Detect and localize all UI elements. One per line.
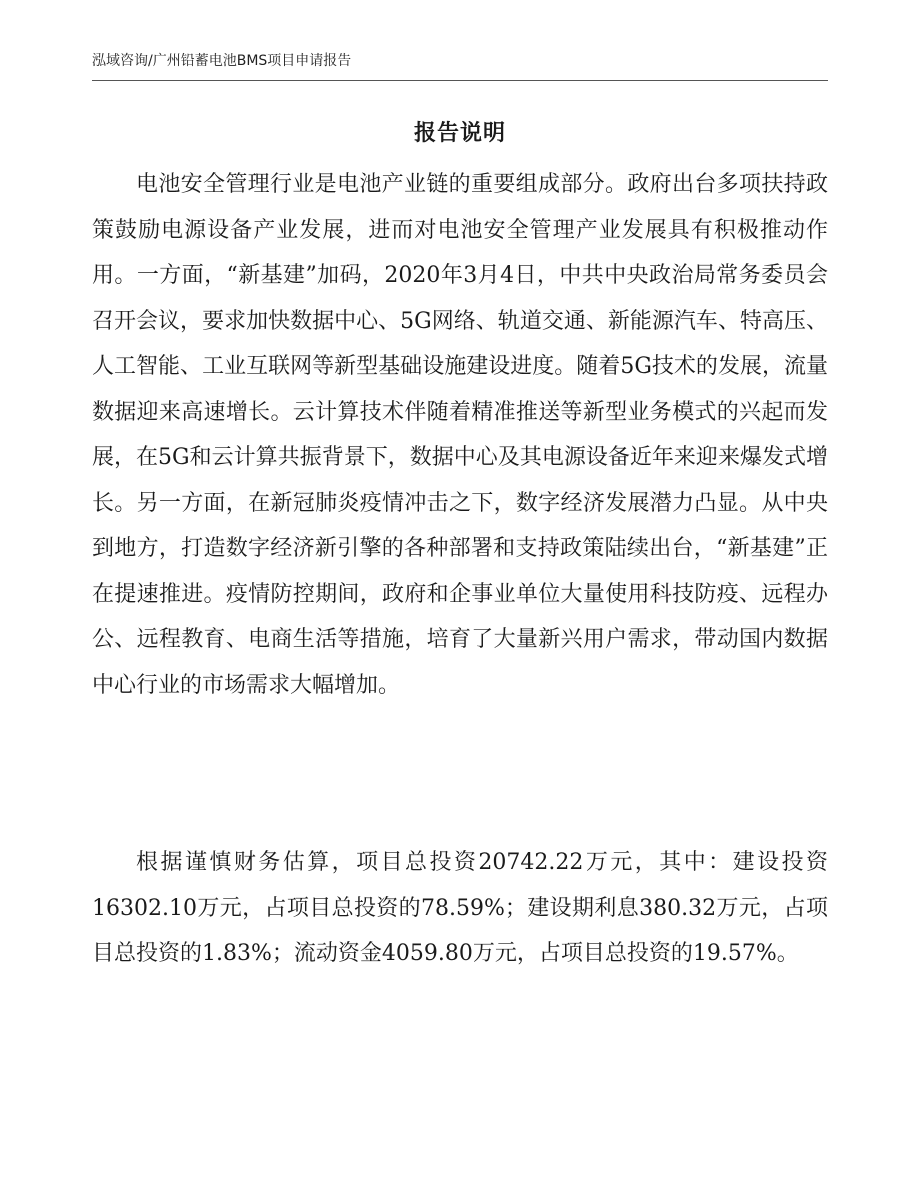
page-title: 报告说明: [413, 121, 506, 146]
paragraph-investment-estimate: 根据谨慎财务估算，项目总投资20742.22万元，其中：建设投资16302.10万元，占项目总投资的78.59%；建设期利息380.32万元，占项目总投资的1.83%；流动资金4059.80万元，占项目总投资的19.57%。: [92, 850, 828, 966]
paragraph-industry-overview: 电池安全管理行业是电池产业链的重要组成部分。政府出台多项扶持政策鼓励电源设备产业发展，进而对电池安全管理产业发展具有积极推动作用。一方面，“新基建”加码，2020年3月4日，中共中央政治局常务委员会召开会议，要求加快数据中心、5G网络、轨道交通、新能源汽车、特高压、人工智能、工业互联网等新型基础设施建设进度。随着5G技术的发展，流量数据迎来高速增长。云计算技术伴随着精准推送等新型业务模式的兴起而发展，在5G和云计算共振背景下，数据中心及其电源设备近年来迎来爆发式增长。另一方面，在新冠肺炎疫情冲击之下，数字经济发展潜力凸显。从中央到地方，打造数字经济新引擎的各种部署和支持政策陆续出台，“新基建”正在提速推进。疫情防控期间，政府和企事业单位大量使用科技防疫、远程办公、远程教育、电商生活等措施，培育了大量新兴用户需求，带动国内数据中心行业的市场需求大幅增加。: [92, 172, 828, 698]
header-divider: [92, 80, 828, 81]
running-header: 泓域咨询/广州铅蓄电池BMS项目申请报告: [92, 53, 352, 69]
